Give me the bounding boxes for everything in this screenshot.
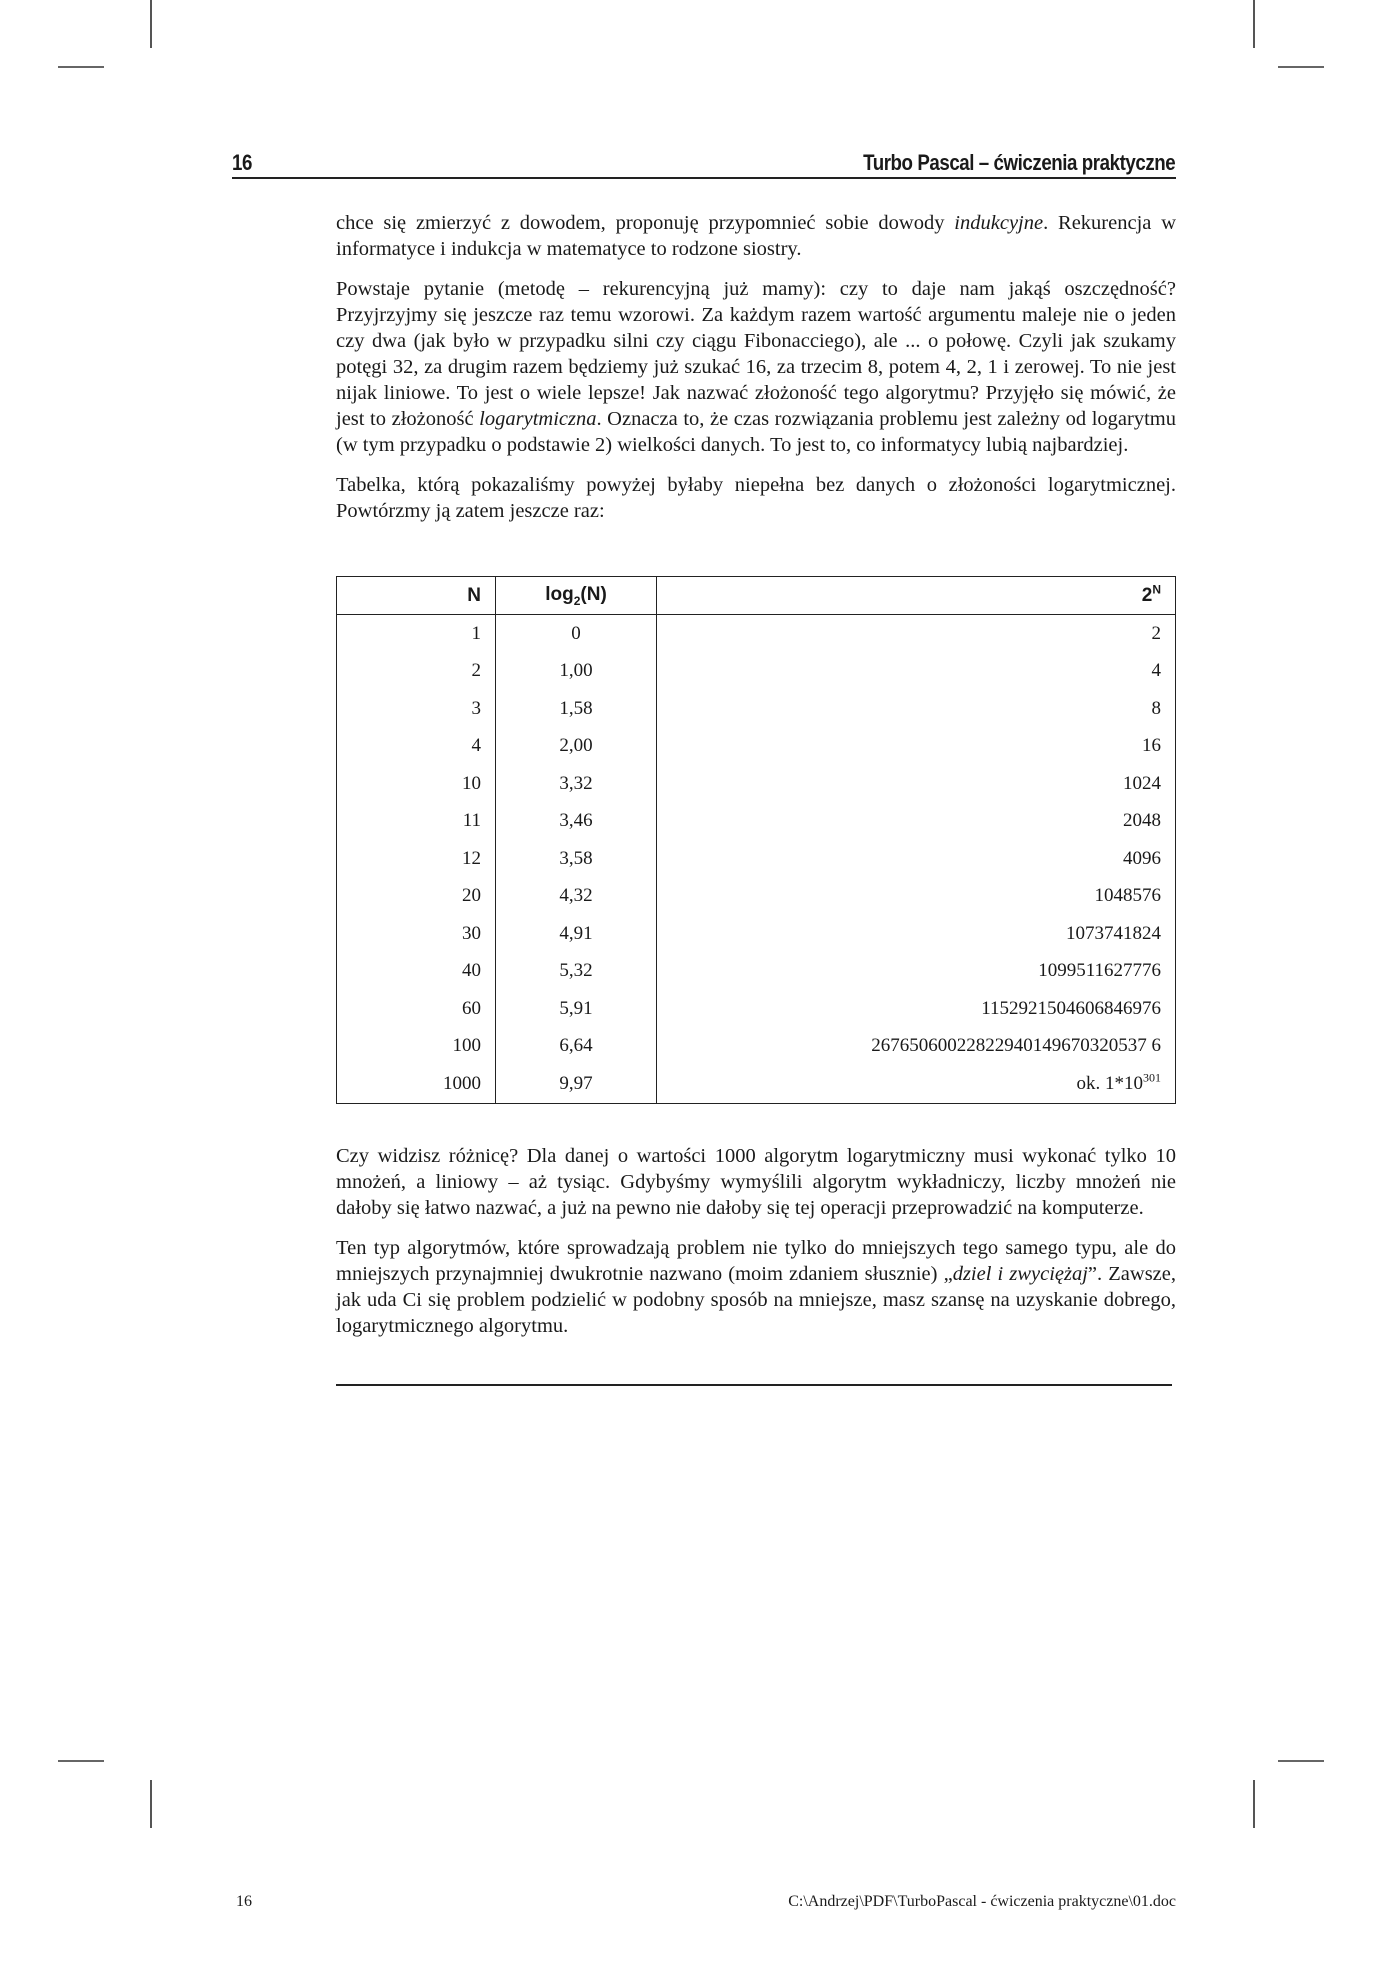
cell-n: 1000	[337, 1065, 496, 1103]
section-end-rule	[336, 1384, 1172, 1386]
cell-log: 1,58	[496, 690, 657, 728]
table-header-row	[337, 577, 1176, 615]
cell-n: 12	[337, 840, 496, 878]
cell-n: 10	[337, 765, 496, 803]
cell-log: 6,64	[496, 1028, 657, 1066]
cell-log: 5,32	[496, 953, 657, 991]
crop-mark	[1278, 66, 1324, 68]
header-rule	[232, 177, 1176, 179]
crop-mark	[150, 0, 152, 48]
crop-mark	[1253, 0, 1255, 48]
table-row	[337, 953, 1176, 991]
column-header-power: $2^N$	[657, 577, 1176, 615]
cell-power: 1048576	[657, 878, 1176, 916]
cell-power: 26765060022822940149670320537 6	[657, 1028, 1176, 1066]
cell-power: 1099511627776	[657, 953, 1176, 991]
paragraph: Czy widzisz różnicę? Dla danej o wartości 1000 algorytm logarytmiczny musi wykonać tylko 10 mnożeń, a liniowy – aż tysiąc. Gdybyśmy wymyślili algorytm wykładniczy, liczby mnożeń nie dałoby się łatwo nazwać, a już na pewno nie dałoby się tej operacji przeprowadzić na komputerze.	[336, 1145, 1176, 1219]
table-row	[337, 765, 1176, 803]
table-row	[337, 1065, 1176, 1103]
crop-mark	[58, 66, 104, 68]
cell-power: 2048	[657, 803, 1176, 841]
cell-power: 1152921504606846976	[657, 990, 1176, 1028]
body-text-top	[336, 210, 1176, 538]
cell-n: 20	[337, 878, 496, 916]
crop-mark	[1278, 1760, 1324, 1762]
crop-mark	[58, 1760, 104, 1762]
crop-mark	[150, 1780, 152, 1828]
table-row	[337, 878, 1176, 916]
header-page-number: 16	[232, 150, 252, 175]
cell-power: 1024	[657, 765, 1176, 803]
cell-n: 60	[337, 990, 496, 1028]
cell-n: 100	[337, 1028, 496, 1066]
cell-n: 1	[337, 615, 496, 653]
cell-log: 0	[496, 615, 657, 653]
table-row	[337, 915, 1176, 953]
cell-log: 3,32	[496, 765, 657, 803]
complexity-table	[336, 576, 1176, 1104]
paragraph: Ten typ algorytmów, które sprowadzają problem nie tylko do mniejszych tego samego typu, ale do mniejszych przynajmniej dwukrotnie nazwano (moim zdaniem słusznie) „dziel i zwyciężaj”. Zawsze, jak uda Ci się problem podzielić w podobny sposób na mniejsze, masz szansę na uzyskanie dobrego, logarytmicznego algorytmu.	[336, 1237, 1176, 1337]
cell-log: 2,00	[496, 728, 657, 766]
paragraph: Powstaje pytanie (metodę – rekurencyjną już mamy): czy to daje nam jakąś oszczędność? Przyjrzyjmy się jeszcze raz temu wzorowi. Za każdym razem wartość argumentu maleje nie o jeden czy dwa (jak było w przypadku silni czy ciągu Fibonacciego), ale ... o połowę. Czyli jak szukamy potęgi 32, za drugim razem będziemy już szukać 16, za trzecim 8, potem 4, 2, 1 i zerowej. To nie jest nijak liniowe. To jest o wiele lepsze! Jak nazwać złożoność tego algorytmu? Przyjęło się mówić, że jest to złożoność logarytmiczna. Oznacza to, że czas rozwiązania problemu jest zależny od logarytmu (w tym przypadku o podstawie 2) wielkości danych. To jest to, co informatycy lubią najbardziej.	[336, 278, 1177, 456]
body-text-bottom	[336, 1143, 1176, 1353]
cell-power: ok. $1*10^{301}$	[657, 1065, 1176, 1103]
table-row	[337, 840, 1176, 878]
cell-power: 2	[657, 615, 1176, 653]
cell-log: 4,91	[496, 915, 657, 953]
cell-n: 2	[337, 653, 496, 691]
cell-power: 4096	[657, 840, 1176, 878]
paragraph: Tabelka, którą pokazaliśmy powyżej byłaby niepełna bez danych o złożoności logarytmicznej. Powtórzmy ją zatem jeszcze raz:	[336, 474, 1176, 522]
cell-n: 3	[337, 690, 496, 728]
cell-n: 11	[337, 803, 496, 841]
cell-n: 30	[337, 915, 496, 953]
cell-log: 5,91	[496, 990, 657, 1028]
cell-log: 3,58	[496, 840, 657, 878]
crop-mark	[1253, 1780, 1255, 1828]
cell-power: 1073741824	[657, 915, 1176, 953]
cell-log: 1,00	[496, 653, 657, 691]
table-row	[337, 690, 1176, 728]
footer-file-path: C:\Andrzej\PDF\TurboPascal - ćwiczenia praktyczne\01.doc	[788, 1893, 1176, 1910]
table-row	[337, 1028, 1176, 1066]
cell-power: 4	[657, 653, 1176, 691]
footer-page-number: 16	[236, 1893, 252, 1910]
cell-power: 8	[657, 690, 1176, 728]
table-row	[337, 653, 1176, 691]
column-header-n: N	[337, 577, 496, 615]
table-row	[337, 615, 1176, 653]
header-book-title: Turbo Pascal – ćwiczenia praktyczne	[862, 150, 1175, 175]
table-row	[337, 990, 1176, 1028]
cell-log: 9,97	[496, 1065, 657, 1103]
cell-n: 4	[337, 728, 496, 766]
cell-power: 16	[657, 728, 1176, 766]
cell-log: 3,46	[496, 803, 657, 841]
table-row	[337, 803, 1176, 841]
table-row	[337, 728, 1176, 766]
cell-n: 40	[337, 953, 496, 991]
column-header-log: $\log_2(N)$	[496, 577, 657, 615]
paragraph: chce się zmierzyć z dowodem, proponuję przypomnieć sobie dowody indukcyjne. Rekurencja w informatyce i indukcja w matematyce to rodzone siostry.	[336, 212, 1176, 260]
cell-log: 4,32	[496, 878, 657, 916]
